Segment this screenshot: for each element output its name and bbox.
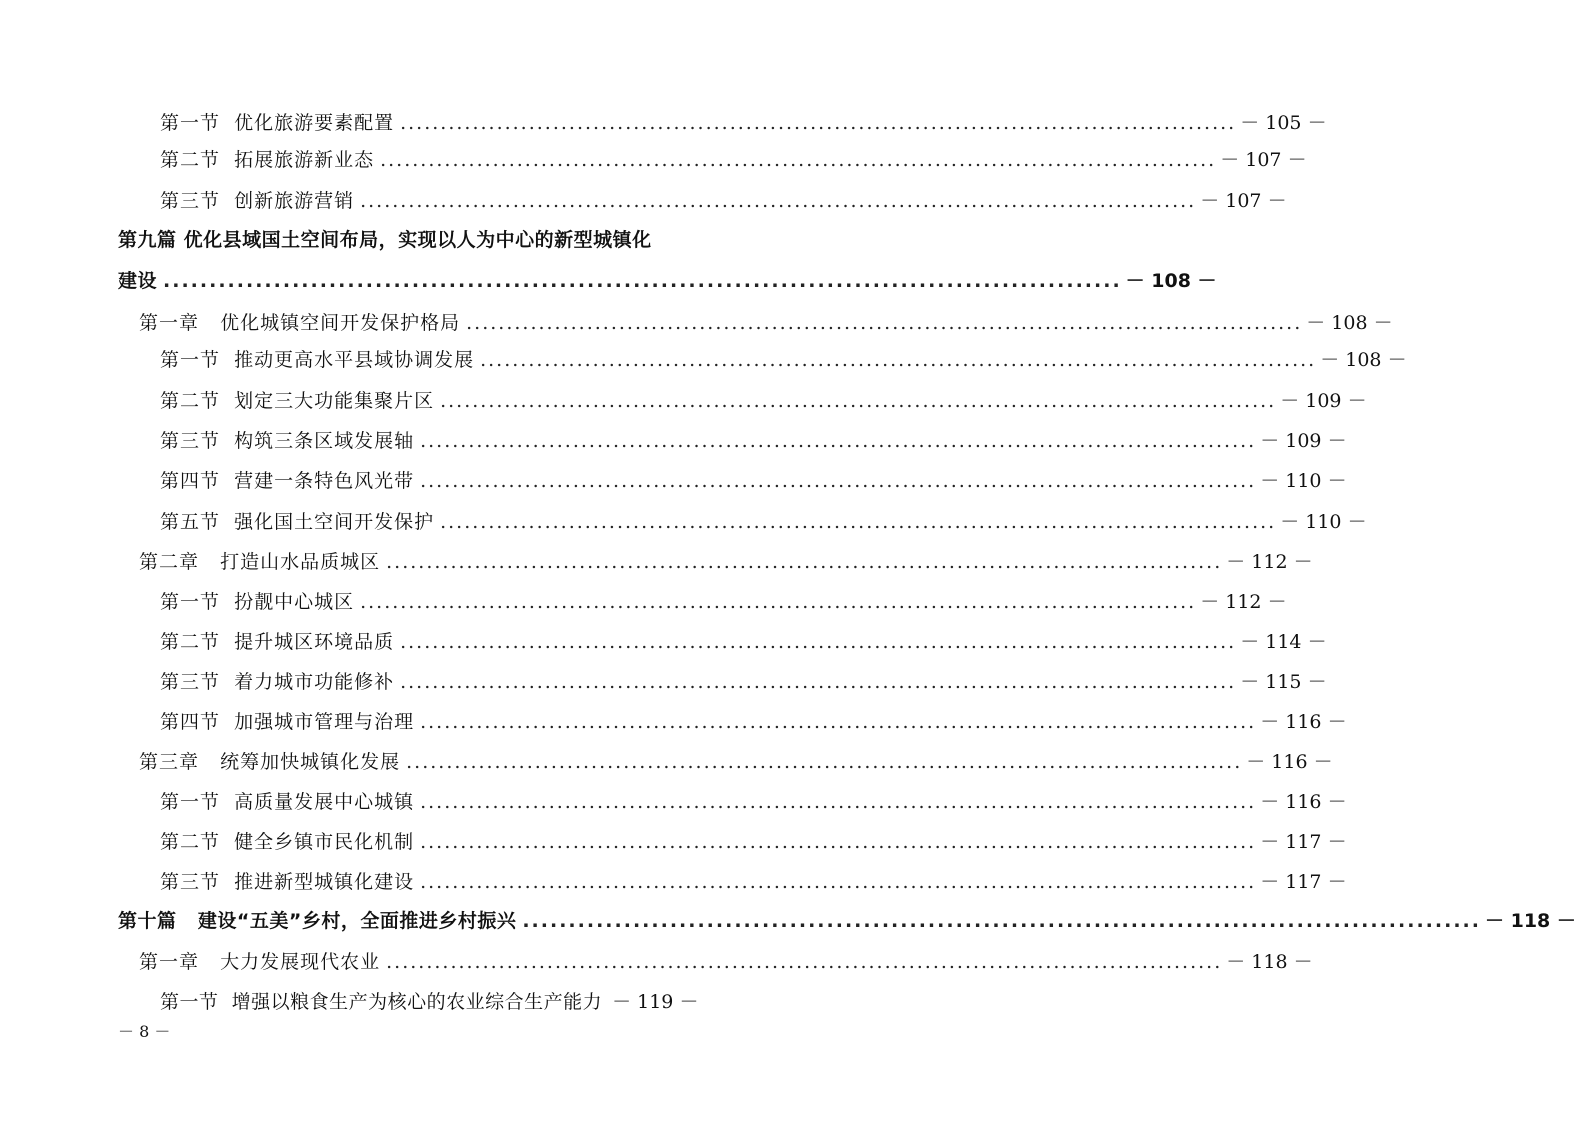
toc-entry-label: 第三章 统筹加快城镇化发展 — [139, 751, 401, 773]
toc-entry-page: － 108 － — [1320, 349, 1407, 371]
toc-entry-label: 第二节 拓展旅游新业态 — [160, 149, 375, 171]
toc-entry[interactable] — [160, 867, 1347, 897]
toc-entry-page: － 109 － — [1260, 430, 1347, 452]
toc-entry[interactable] — [160, 667, 1327, 697]
toc-entry-page: － 118 － — [1484, 910, 1576, 932]
toc-entry-label: 建设 — [118, 270, 158, 292]
toc-entry-label: 第三节 创新旅游营销 — [160, 190, 355, 212]
dot-leader: ........................................................................................................ — [380, 149, 1217, 171]
toc-entry[interactable] — [160, 466, 1347, 496]
toc-entry-page: － 117 － — [1260, 831, 1347, 853]
dot-leader: ........................................................................................................ — [360, 591, 1197, 613]
toc-entry[interactable] — [160, 627, 1327, 657]
toc-entry[interactable] — [160, 386, 1367, 416]
toc-entry-label: 第三节 着力城市功能修补 — [160, 671, 395, 693]
part-heading[interactable] — [118, 225, 698, 255]
toc-entry-part[interactable] — [118, 906, 1576, 936]
toc-entry-page: － 110 － — [1260, 470, 1347, 492]
dot-leader: ........................................................................................................ — [420, 430, 1257, 452]
dot-leader: ........................................................................................................ — [420, 871, 1257, 893]
toc-entry-label: 第四节 营建一条特色风光带 — [160, 470, 415, 492]
dot-leader: ........................................................................................................ — [406, 751, 1243, 773]
toc-entry[interactable] — [160, 145, 1307, 175]
dot-leader: ........................................................................................................ — [420, 791, 1257, 813]
toc-entry-page: － 119 － — [612, 991, 699, 1013]
dot-leader: ........................................................................................................ — [420, 470, 1257, 492]
toc-entry[interactable] — [160, 186, 1287, 216]
part-heading-text: 第九篇 优化县域国土空间布局，实现以人为中心的新型城镇化 — [118, 229, 652, 251]
toc-entry-page: － 117 － — [1260, 871, 1347, 893]
toc-entry-label: 第一节 推动更高水平县域协调发展 — [160, 349, 475, 371]
dot-leader: ........................................................................................................ — [360, 190, 1197, 212]
dot-leader: ........................................................................................................ — [440, 390, 1277, 412]
dot-leader: ........................................................................................................ — [522, 910, 1481, 932]
dot-leader: ........................................................................................................ — [420, 711, 1257, 733]
toc-entry-label: 第一节 优化旅游要素配置 — [160, 112, 395, 134]
toc-entry-page: － 116 － — [1260, 791, 1347, 813]
toc-entry-label: 第四节 加强城市管理与治理 — [160, 711, 415, 733]
toc-entry-label: 第五节 强化国土空间开发保护 — [160, 511, 435, 533]
toc-entry[interactable] — [139, 547, 1313, 577]
toc-entry[interactable] — [139, 308, 1393, 338]
dot-leader: ........................................................................................................ — [420, 831, 1257, 853]
toc-entry-label: 第二节 提升城区环境品质 — [160, 631, 395, 653]
toc-entry-label: 第十篇 建设“五美”乡村，全面推进乡村振兴 — [118, 910, 517, 932]
toc-entry-label: 第一章 优化城镇空间开发保护格局 — [139, 312, 461, 334]
dot-leader: ........................................................................................................ — [386, 551, 1223, 573]
dot-leader: ........................................................................................................ — [480, 349, 1317, 371]
toc-entry-label: 第一节 高质量发展中心城镇 — [160, 791, 415, 813]
toc-entry-page: － 107 － — [1220, 149, 1307, 171]
toc-entry-label: 第二节 健全乡镇市民化机制 — [160, 831, 415, 853]
toc-entry-label: 第一节 增强以粮食生产为核心的农业综合生产能力 — [160, 991, 603, 1013]
toc-entry-page: － 108 － — [1306, 312, 1393, 334]
dot-leader: ........................................................................................................ — [400, 671, 1237, 693]
toc-entry[interactable] — [160, 707, 1347, 737]
toc-entry[interactable] — [160, 507, 1367, 537]
toc-entry[interactable] — [139, 747, 1333, 777]
dot-leader: ........................................................................................................ — [163, 270, 1122, 292]
dot-leader: ........................................................................................................ — [386, 951, 1223, 973]
toc-entry-page: － 105 － — [1240, 112, 1327, 134]
toc-entry[interactable] — [160, 787, 1347, 817]
toc-entry[interactable] — [160, 987, 699, 1017]
toc-entry-label: 第三节 构筑三条区域发展轴 — [160, 430, 415, 452]
dot-leader: ........................................................................................................ — [400, 112, 1237, 134]
toc-entry-page: － 114 － — [1240, 631, 1327, 653]
toc-entry-label: 第三节 推进新型城镇化建设 — [160, 871, 415, 893]
toc-entry-page: － 118 － — [1226, 951, 1313, 973]
toc-entry[interactable] — [160, 345, 1407, 375]
toc-entry-page: － 112 － — [1226, 551, 1313, 573]
toc-entry[interactable] — [160, 587, 1287, 617]
toc-entry[interactable] — [139, 947, 1313, 977]
toc-entry-page: － 107 － — [1200, 190, 1287, 212]
toc-entry-page: － 116 － — [1260, 711, 1347, 733]
toc-entry[interactable] — [160, 108, 1327, 138]
footer-page-number: － 8 － — [118, 1022, 171, 1041]
toc-entry-label: 第一节 扮靓中心城区 — [160, 591, 355, 613]
toc-entry[interactable] — [160, 426, 1347, 456]
toc-entry-page: － 109 － — [1280, 390, 1367, 412]
toc-entry-part-continuation[interactable] — [118, 266, 1217, 296]
toc-entry[interactable] — [160, 827, 1347, 857]
dot-leader: ........................................................................................................ — [466, 312, 1303, 334]
dot-leader: ........................................................................................................ — [440, 511, 1277, 533]
toc-entry-page: － 116 － — [1246, 751, 1333, 773]
toc-entry-page: － 110 － — [1280, 511, 1367, 533]
dot-leader: ........................................................................................................ — [400, 631, 1237, 653]
toc-entry-page: － 112 － — [1200, 591, 1287, 613]
toc-entry-page: － 115 － — [1240, 671, 1327, 693]
toc-entry-label: 第二节 划定三大功能集聚片区 — [160, 390, 435, 412]
toc-entry-page: － 108 － — [1125, 270, 1217, 292]
toc-entry-label: 第一章 大力发展现代农业 — [139, 951, 381, 973]
toc-entry-label: 第二章 打造山水品质城区 — [139, 551, 381, 573]
